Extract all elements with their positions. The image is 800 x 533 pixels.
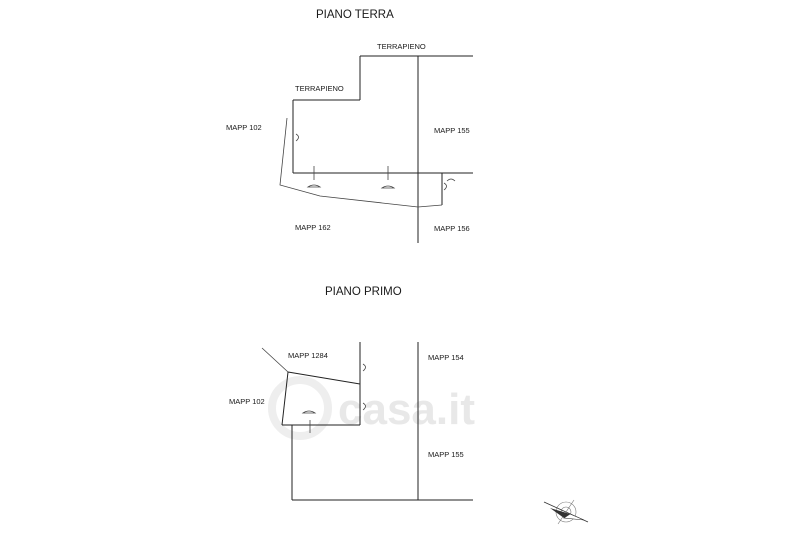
label-mapp-154: MAPP 154 [428,353,464,362]
door-swing-right-2 [447,179,455,181]
label-mapp-162: MAPP 162 [295,223,331,232]
label-terrapieno-top: TERRAPIENO [377,42,426,51]
ground-floor-title: PIANO TERRA [316,9,394,21]
entry-mark-2 [382,186,394,188]
label-mapp-102-ground: MAPP 102 [226,123,262,132]
first-floor-title: PIANO PRIMO [325,286,402,298]
label-mapp-155-first: MAPP 155 [428,450,464,459]
outer-boundary [280,118,418,207]
outer-boundary-end [418,205,442,207]
entry-mark-1 [308,185,320,187]
label-terrapieno-left: TERRAPIENO [295,84,344,93]
label-mapp-155-ground: MAPP 155 [434,126,470,135]
entry-mark-first [303,411,315,413]
watermark-text: casa.it [338,385,475,434]
label-mapp-102-first: MAPP 102 [229,397,265,406]
compass-rose-icon [544,500,588,524]
door-swing-left [296,134,299,141]
door-swing-right [444,183,447,190]
watermark-logo-icon [272,380,328,436]
watermark [272,380,475,436]
label-mapp-156: MAPP 156 [434,224,470,233]
door-swing-top [363,364,366,371]
boundary-diagonal [262,348,288,372]
label-mapp-1284: MAPP 1284 [288,351,328,360]
